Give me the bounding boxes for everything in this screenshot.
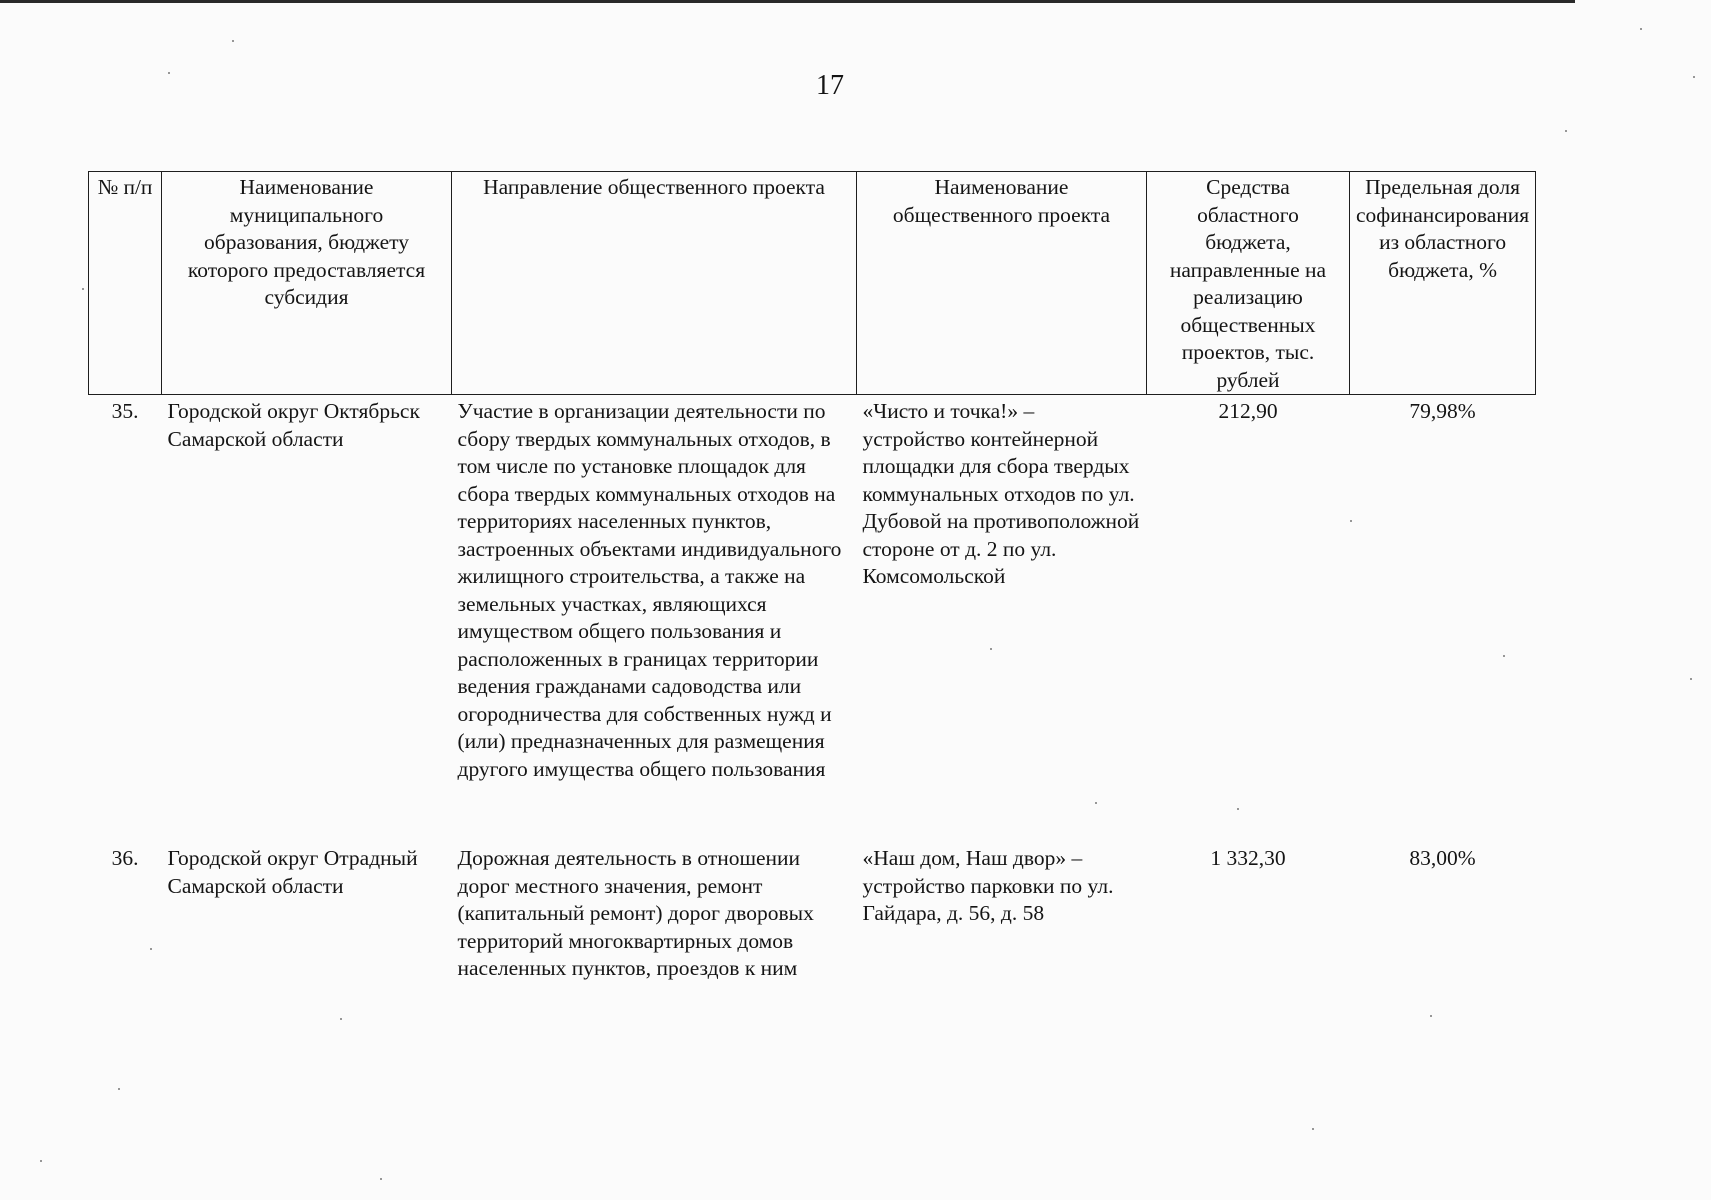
table-header-row (89, 172, 1536, 395)
subsidy-table (88, 171, 1536, 983)
scan-speck (232, 40, 234, 42)
row-municipality: Городской округ Отрадный Самарской области (167, 846, 418, 898)
scan-speck (168, 72, 170, 74)
table-row (89, 395, 1536, 846)
row-municipality: Городской округ Октябрьск Самарской области (167, 399, 420, 451)
header-share: Предельная доля софинансирования из областного бюджета, % (1350, 172, 1536, 395)
scan-speck (1640, 28, 1642, 30)
row-direction: Дорожная деятельность в отношении дорог местного значения, ремонт (капитальный ремонт) дорог дворовых территорий многоквартирных домов населенных пунктов, проездов к ним (457, 846, 814, 980)
scan-speck (40, 1160, 42, 1162)
scan-speck (990, 648, 992, 650)
row-project: «Чисто и точка!» – устройство контейнерной площадки для сбора твердых коммунальных отходов по ул. Дубовой на противоположной стороне от д. 2 по ул. Комсомольской (862, 399, 1140, 588)
scan-speck (380, 1178, 382, 1180)
scan-speck (1312, 1128, 1314, 1130)
row-funds: 212,90 (1218, 399, 1278, 423)
scan-speck (1693, 76, 1695, 78)
header-project-name: Наименование общественного проекта (857, 172, 1147, 395)
scan-top-edge (0, 0, 1575, 3)
page-number: 17 (816, 70, 844, 101)
row-project: «Наш дом, Наш двор» – устройство парковки по ул. Гайдара, д. 56, д. 58 (862, 846, 1114, 925)
scan-speck (1565, 130, 1567, 132)
header-direction: Направление общественного проекта (452, 172, 857, 395)
row-share: 79,98% (1409, 399, 1476, 423)
scan-speck (1350, 520, 1352, 522)
scan-speck (150, 948, 152, 950)
scan-speck (1095, 802, 1097, 804)
scan-speck (340, 1018, 342, 1020)
scan-speck (118, 1088, 120, 1090)
row-funds: 1 332,30 (1210, 846, 1286, 870)
scan-speck (1690, 678, 1692, 680)
header-funds: Средства областного бюджета, направленные на реализацию общественных проектов, тыс. рублей (1147, 172, 1350, 395)
table-row (89, 845, 1536, 983)
header-municipality: Наименование муниципального образования, бюджету которого предоставляется субсидия (162, 172, 452, 395)
scan-speck (1237, 808, 1239, 810)
header-number: № п/п (89, 172, 162, 395)
row-number: 35. (111, 399, 139, 423)
row-share: 83,00% (1409, 846, 1476, 870)
scan-speck (1430, 1015, 1432, 1017)
scan-speck (82, 288, 84, 290)
row-number: 36. (111, 846, 139, 870)
row-direction: Участие в организации деятельности по сбору твердых коммунальных отходов, в том числе по установке площадок для сбора твердых коммунальных отходов на территориях населенных пунктов, застроенных объектами индивидуального жилищного строительства, а также на земельных участках, являющихся имуществом общего пользования и расположенных в границах территории ведения гражданами садоводства или огородничества для собственных нужд и (или) предназначенных для размещения другого имущества общего пользования (457, 399, 842, 781)
scan-speck (1503, 655, 1505, 657)
